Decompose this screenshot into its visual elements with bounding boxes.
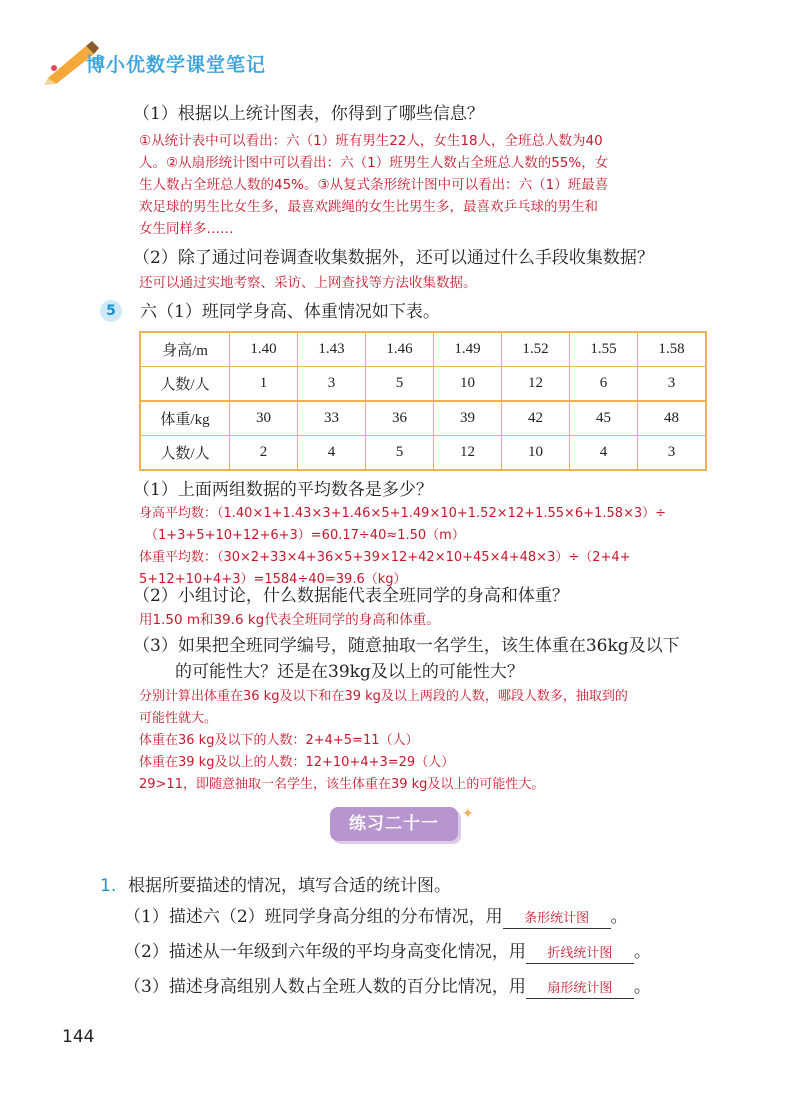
table-cell: 体重/kg (140, 401, 230, 436)
q4-sub1: （1）根据以上统计图表，你得到了哪些信息？ (133, 104, 484, 124)
item-suffix: 。 (610, 907, 628, 927)
table-cell: 4 (298, 436, 366, 471)
exercise-banner (330, 807, 458, 841)
table-cell: 1.40 (230, 332, 298, 367)
table-cell: 48 (638, 401, 707, 436)
table-row (140, 401, 706, 436)
answer-line: 生人数占全班总人数的45%。③从复式条形统计图中可以看出：六（1）班最喜 (139, 177, 609, 193)
height-table (139, 331, 707, 402)
q5-answer1 (139, 503, 666, 591)
item-prefix: （3）描述身高组别人数占全班人数的百分比情况，用 (124, 977, 526, 997)
exercise-title: 练习二十一 (349, 814, 439, 834)
answer-line: 分别计算出体重在36 kg及以下和在39 kg及以上两段的人数，哪段人数多，抽取到的 (139, 689, 628, 704)
table-cell: 45 (570, 401, 638, 436)
table-cell: 33 (298, 401, 366, 436)
table-cell: 1 (230, 367, 298, 402)
table-cell: 3 (638, 367, 707, 402)
answer-line: 人。②从扇形统计图中可以看出：六（1）班男生人数占全班总人数的55%，女 (139, 155, 609, 171)
answer-line: 5+12+10+4+3）=1584÷40=39.6（kg） (139, 572, 407, 587)
answer-line: 可能性就大。 (139, 711, 218, 726)
answer-line: 体重在36 kg及以下的人数：2+4+5=11（人） (139, 733, 419, 748)
table-cell: 1.58 (638, 332, 707, 367)
table-cell: 10 (434, 367, 502, 402)
table-cell: 1.52 (502, 332, 570, 367)
table-cell: 人数/人 (140, 436, 230, 471)
table-cell: 5 (366, 436, 434, 471)
table-row (140, 332, 706, 367)
exercise-q1-text: 根据所要描述的情况，填写合适的统计图。 (128, 876, 451, 896)
item-suffix: 。 (633, 942, 651, 962)
table-cell: 12 (434, 436, 502, 471)
q4-sub2: （2）除了通过问卷调查收集数据外，还可以通过什么手段收集数据？ (133, 248, 654, 268)
table-cell: 39 (434, 401, 502, 436)
answer-line: 女生同样多…… (139, 221, 234, 237)
q5-answer3 (139, 686, 628, 796)
q5-sub1: （1）上面两组数据的平均数各是多少？ (133, 480, 433, 500)
question-number-badge: 5 (100, 300, 122, 322)
exercise-item-3 (124, 975, 651, 999)
sparkle-icon: ✦ (462, 806, 474, 822)
table-cell: 6 (570, 367, 638, 402)
table-cell: 2 (230, 436, 298, 471)
table-cell: 1.43 (298, 332, 366, 367)
answer-blank[interactable]: 折线统计图 (526, 945, 634, 964)
table-row (140, 367, 706, 402)
table-cell: 1.46 (366, 332, 434, 367)
q5-answer2: 用1.50 m和39.6 kg代表全班同学的身高和体重。 (139, 612, 440, 628)
q4-answer1 (139, 130, 608, 240)
table-cell: 3 (298, 367, 366, 402)
q4-answer2: 还可以通过实地考察、采访、上网查找等方法收集数据。 (139, 275, 477, 291)
header-logo (42, 38, 312, 88)
table-cell: 人数/人 (140, 367, 230, 402)
answer-line: ①从统计表中可以看出：六（1）班有男生22人，女生18人，全班总人数为40 (139, 133, 603, 149)
logo-text: 博小优数学课堂笔记 (86, 54, 267, 76)
table-cell: 1.55 (570, 332, 638, 367)
table-row (140, 436, 706, 471)
item-prefix: （2）描述从一年级到六年级的平均身高变化情况，用 (124, 942, 526, 962)
table-cell: 5 (366, 367, 434, 402)
q5-sub3-line1: （3）如果把全班同学编号，随意抽取一名学生，该生体重在36kg及以下 (133, 636, 680, 656)
answer-blank[interactable]: 条形统计图 (503, 910, 611, 929)
table-cell: 4 (570, 436, 638, 471)
answer-line: 体重平均数：（30×2+33×4+36×5+39×12+42×10+45×4+48×3）÷（2+4+ (139, 550, 631, 565)
table-cell: 10 (502, 436, 570, 471)
answer-blank[interactable]: 扇形统计图 (526, 980, 634, 999)
table-cell: 1.49 (434, 332, 502, 367)
weight-table (139, 400, 707, 471)
q5-sub3-line2: 的可能性大？还是在39kg及以上的可能性大？ (175, 662, 524, 682)
exercise-item-2 (124, 940, 651, 964)
table-cell: 30 (230, 401, 298, 436)
item-suffix: 。 (633, 977, 651, 997)
answer-line: 29>11，即随意抽取一名学生，该生体重在39 kg及以上的可能性大。 (139, 777, 545, 792)
answer-line: 体重在39 kg及以上的人数：12+10+4+3=29（人） (139, 755, 455, 770)
table-cell: 42 (502, 401, 570, 436)
q5-sub2: （2）小组讨论，什么数据能代表全班同学的身高和体重？ (133, 586, 569, 606)
answer-line: 身高平均数：（1.40×1+1.43×3+1.46×5+1.49×10+1.52×12+1.55×6+1.58×3）÷ (139, 506, 667, 521)
table-cell: 身高/m (140, 332, 230, 367)
page-number: 144 (62, 1027, 95, 1047)
table-cell: 36 (366, 401, 434, 436)
exercise-item-1 (124, 905, 628, 929)
q5-intro: 六（1）班同学身高、体重情况如下表。 (140, 302, 440, 322)
table-cell: 12 (502, 367, 570, 402)
answer-line: 欢足球的男生比女生多，最喜欢跳绳的女生比男生多，最喜欢乒乓球的男生和 (139, 199, 598, 215)
exercise-q1-number: 1. (100, 876, 117, 896)
answer-line: （1+3+5+10+12+6+3）=60.17÷40≈1.50（m） (145, 528, 465, 543)
item-prefix: （1）描述六（2）班同学身高分组的分布情况，用 (124, 907, 503, 927)
table-cell: 3 (638, 436, 707, 471)
